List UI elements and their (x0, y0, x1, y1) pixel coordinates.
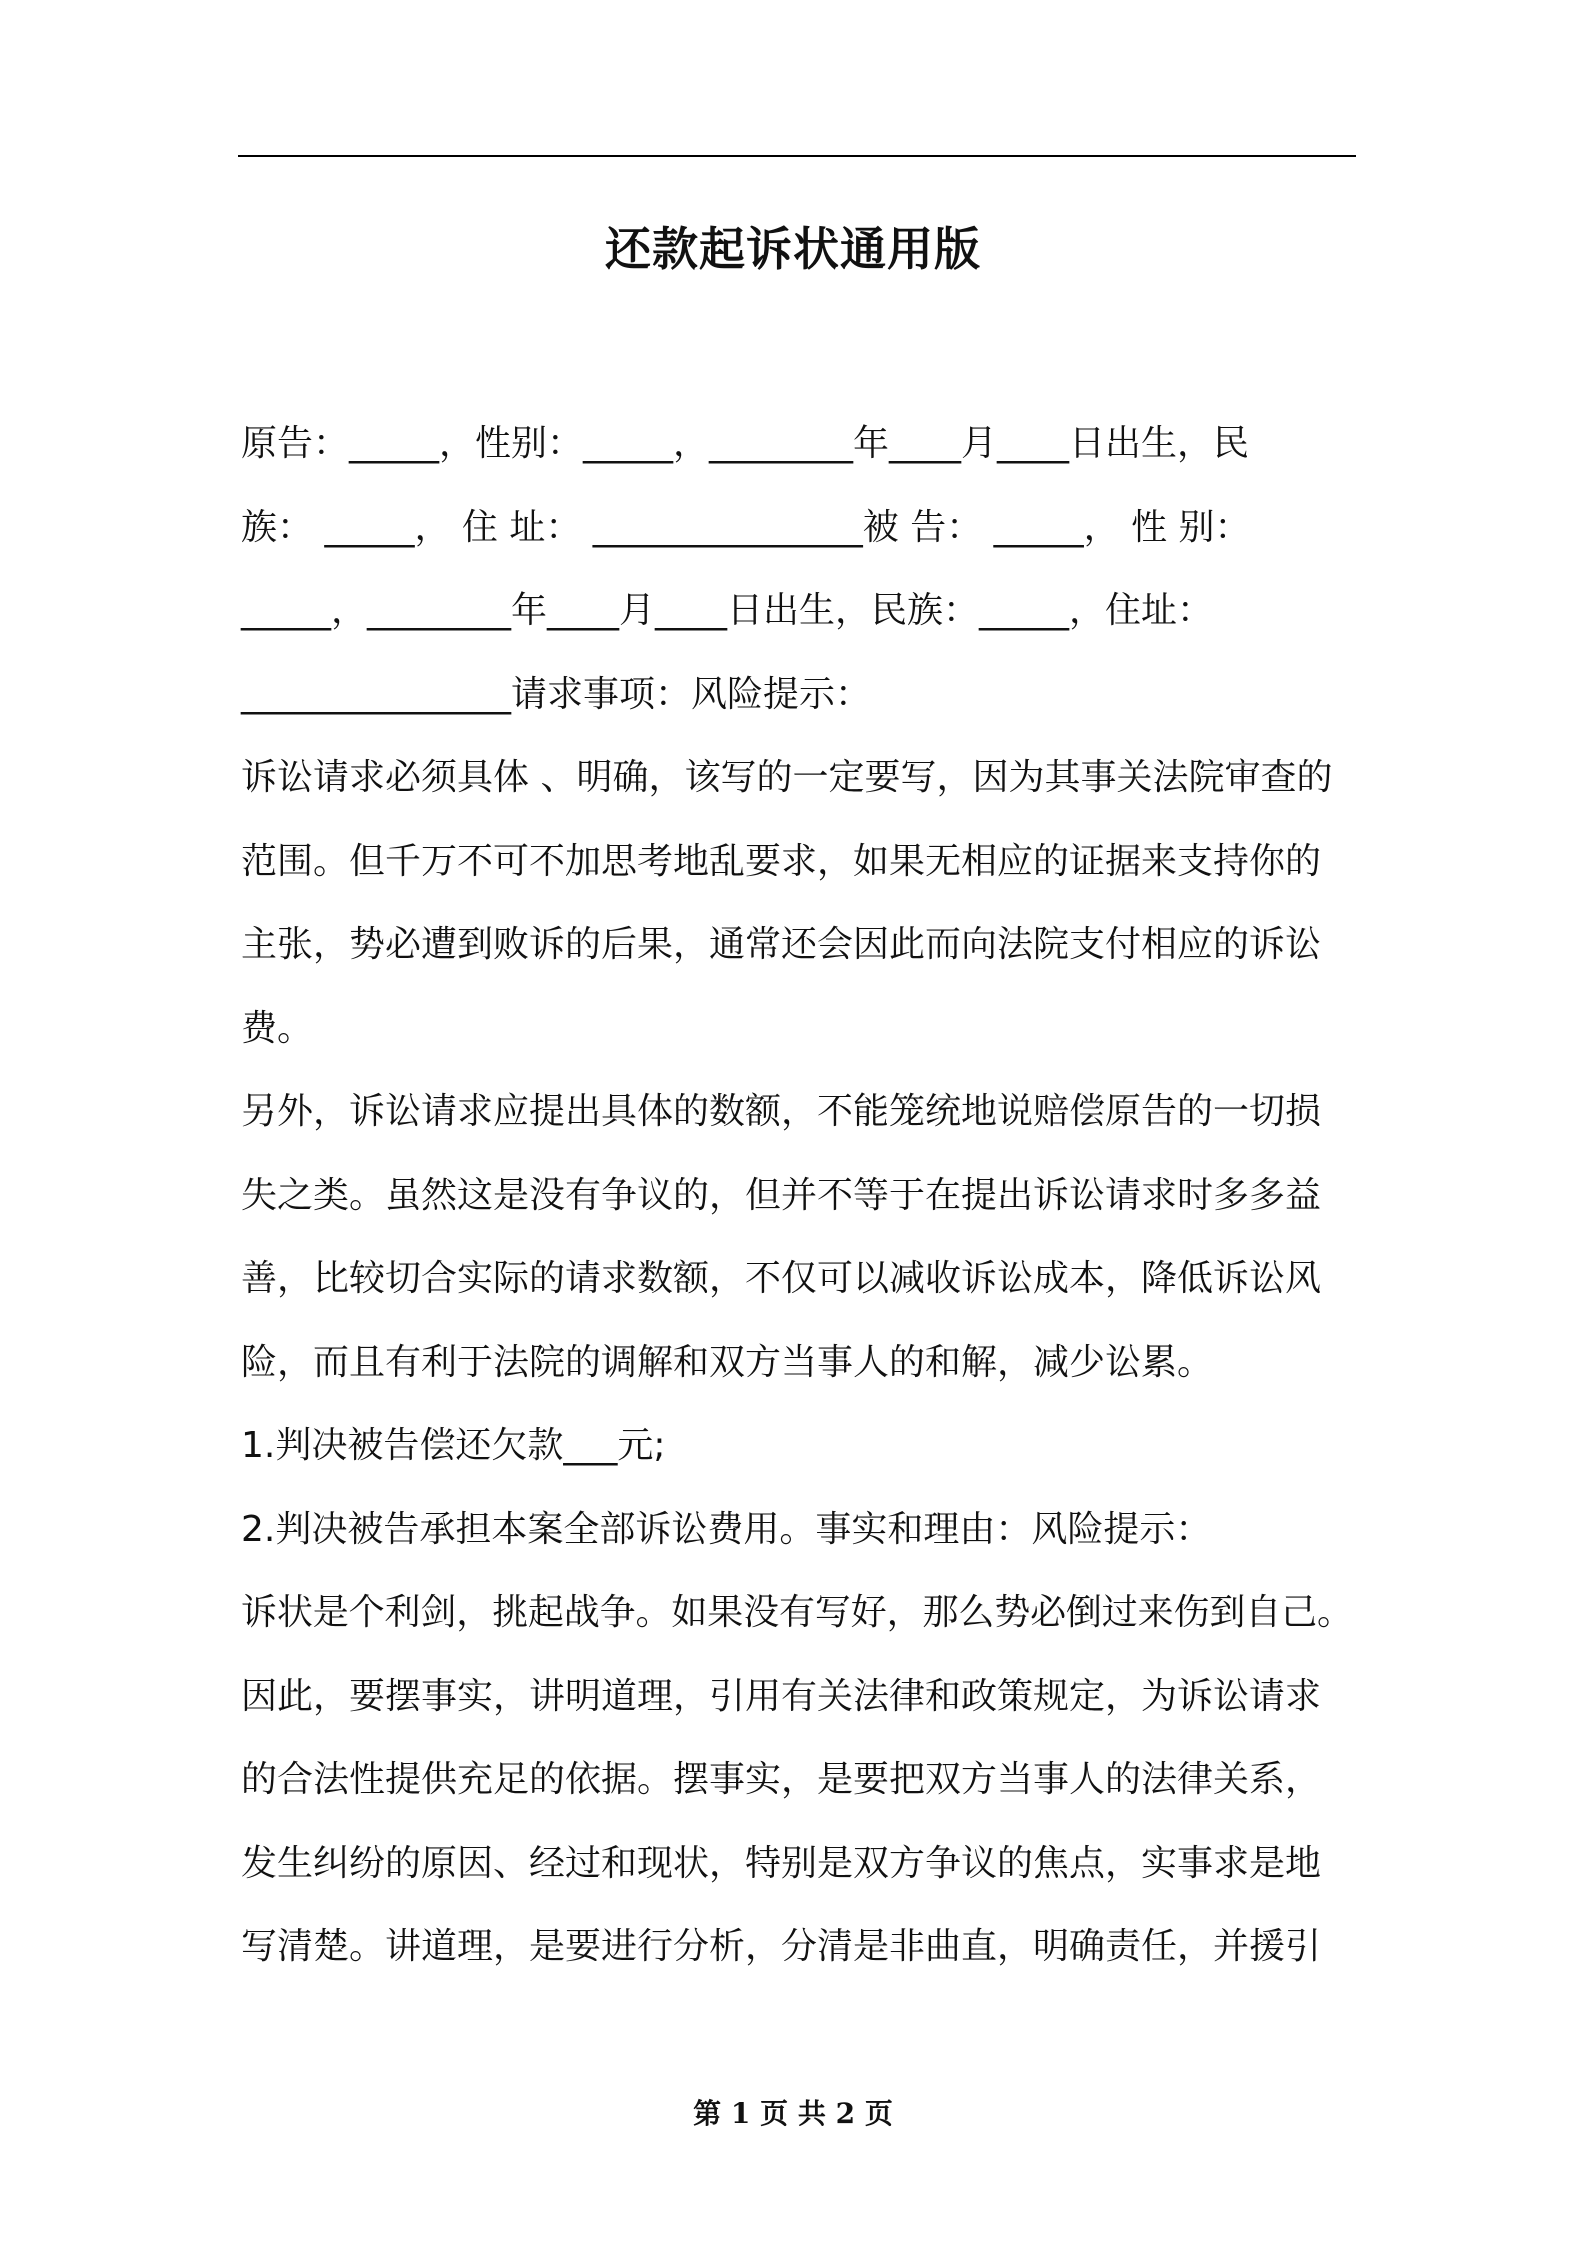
text-line: 2.判决被告承担本案全部诉讼费用。事实和理由：风险提示： (241, 1508, 1212, 1550)
text-line: 写清楚。讲道理，是要进行分析，分清是非曲直，明确责任，并援引 (241, 1926, 1322, 1967)
text-line: _____，________年____月____日出生，民族：_____，住址： (241, 590, 1214, 631)
claim-item-2 (241, 1488, 1353, 1572)
page-number: 第 1 页 共 2 页 (693, 2097, 893, 2130)
text-line: 险，而且有利于法院的调解和双方当事人的和解，减少讼累。 (241, 1341, 1214, 1383)
amount-paragraph (241, 1070, 1353, 1404)
text-line: 诉讼请求必须具体 、明确，该写的一定要写，因为其事关法院审查的 (241, 757, 1333, 798)
parties-paragraph (241, 402, 1353, 736)
text-line: 1.判决被告偿还欠款___元; (241, 1425, 666, 1466)
text-line: 主张，势必遭到败诉的后果，通常还会因此而向法院支付相应的诉讼 (241, 924, 1322, 965)
text-line: 诉状是个利剑，挑起战争。如果没有写好，那么势必倒过来伤到自己。 (241, 1592, 1353, 1633)
text-line: 费。 (241, 1007, 314, 1049)
text-line: 善，比较切合实际的请求数额，不仅可以减收诉讼成本，降低诉讼风 (241, 1258, 1322, 1299)
text-line: 发生纠纷的原因、经过和现状，特别是双方争议的焦点，实事求是地 (241, 1842, 1322, 1884)
text-line: 族： _____， 住 址： _______________被 告： _____， 性 别： (241, 506, 1251, 548)
text-line: 失之类。虽然这是没有争议的，但并不等于在提出诉讼请求时多多益 (241, 1174, 1322, 1216)
document-body (241, 402, 1353, 1989)
header-rule (238, 155, 1356, 157)
text-line: 范围。但千万不可不加思考地乱要求，如果无相应的证据来支持你的 (241, 840, 1322, 882)
text-line: _______________请求事项：风险提示： (241, 673, 872, 715)
text-line: 另外，诉讼请求应提出具体的数额，不能笼统地说赔偿原告的一切损 (241, 1091, 1322, 1132)
facts-reasons-paragraph (241, 1571, 1353, 1989)
text-line: 因此，要摆事实，讲明道理，引用有关法律和政策规定，为诉讼请求 (241, 1675, 1322, 1717)
document-title: 还款起诉状通用版 (605, 222, 981, 276)
claim-item-1 (241, 1404, 1353, 1488)
claims-risk-paragraph (241, 736, 1353, 1070)
text-line: 原告：_____，性别：_____，________年____月____日出生，民 (241, 423, 1250, 464)
text-line: 的合法性提供充足的依据。摆事实，是要把双方当事人的法律关系， (241, 1759, 1322, 1800)
